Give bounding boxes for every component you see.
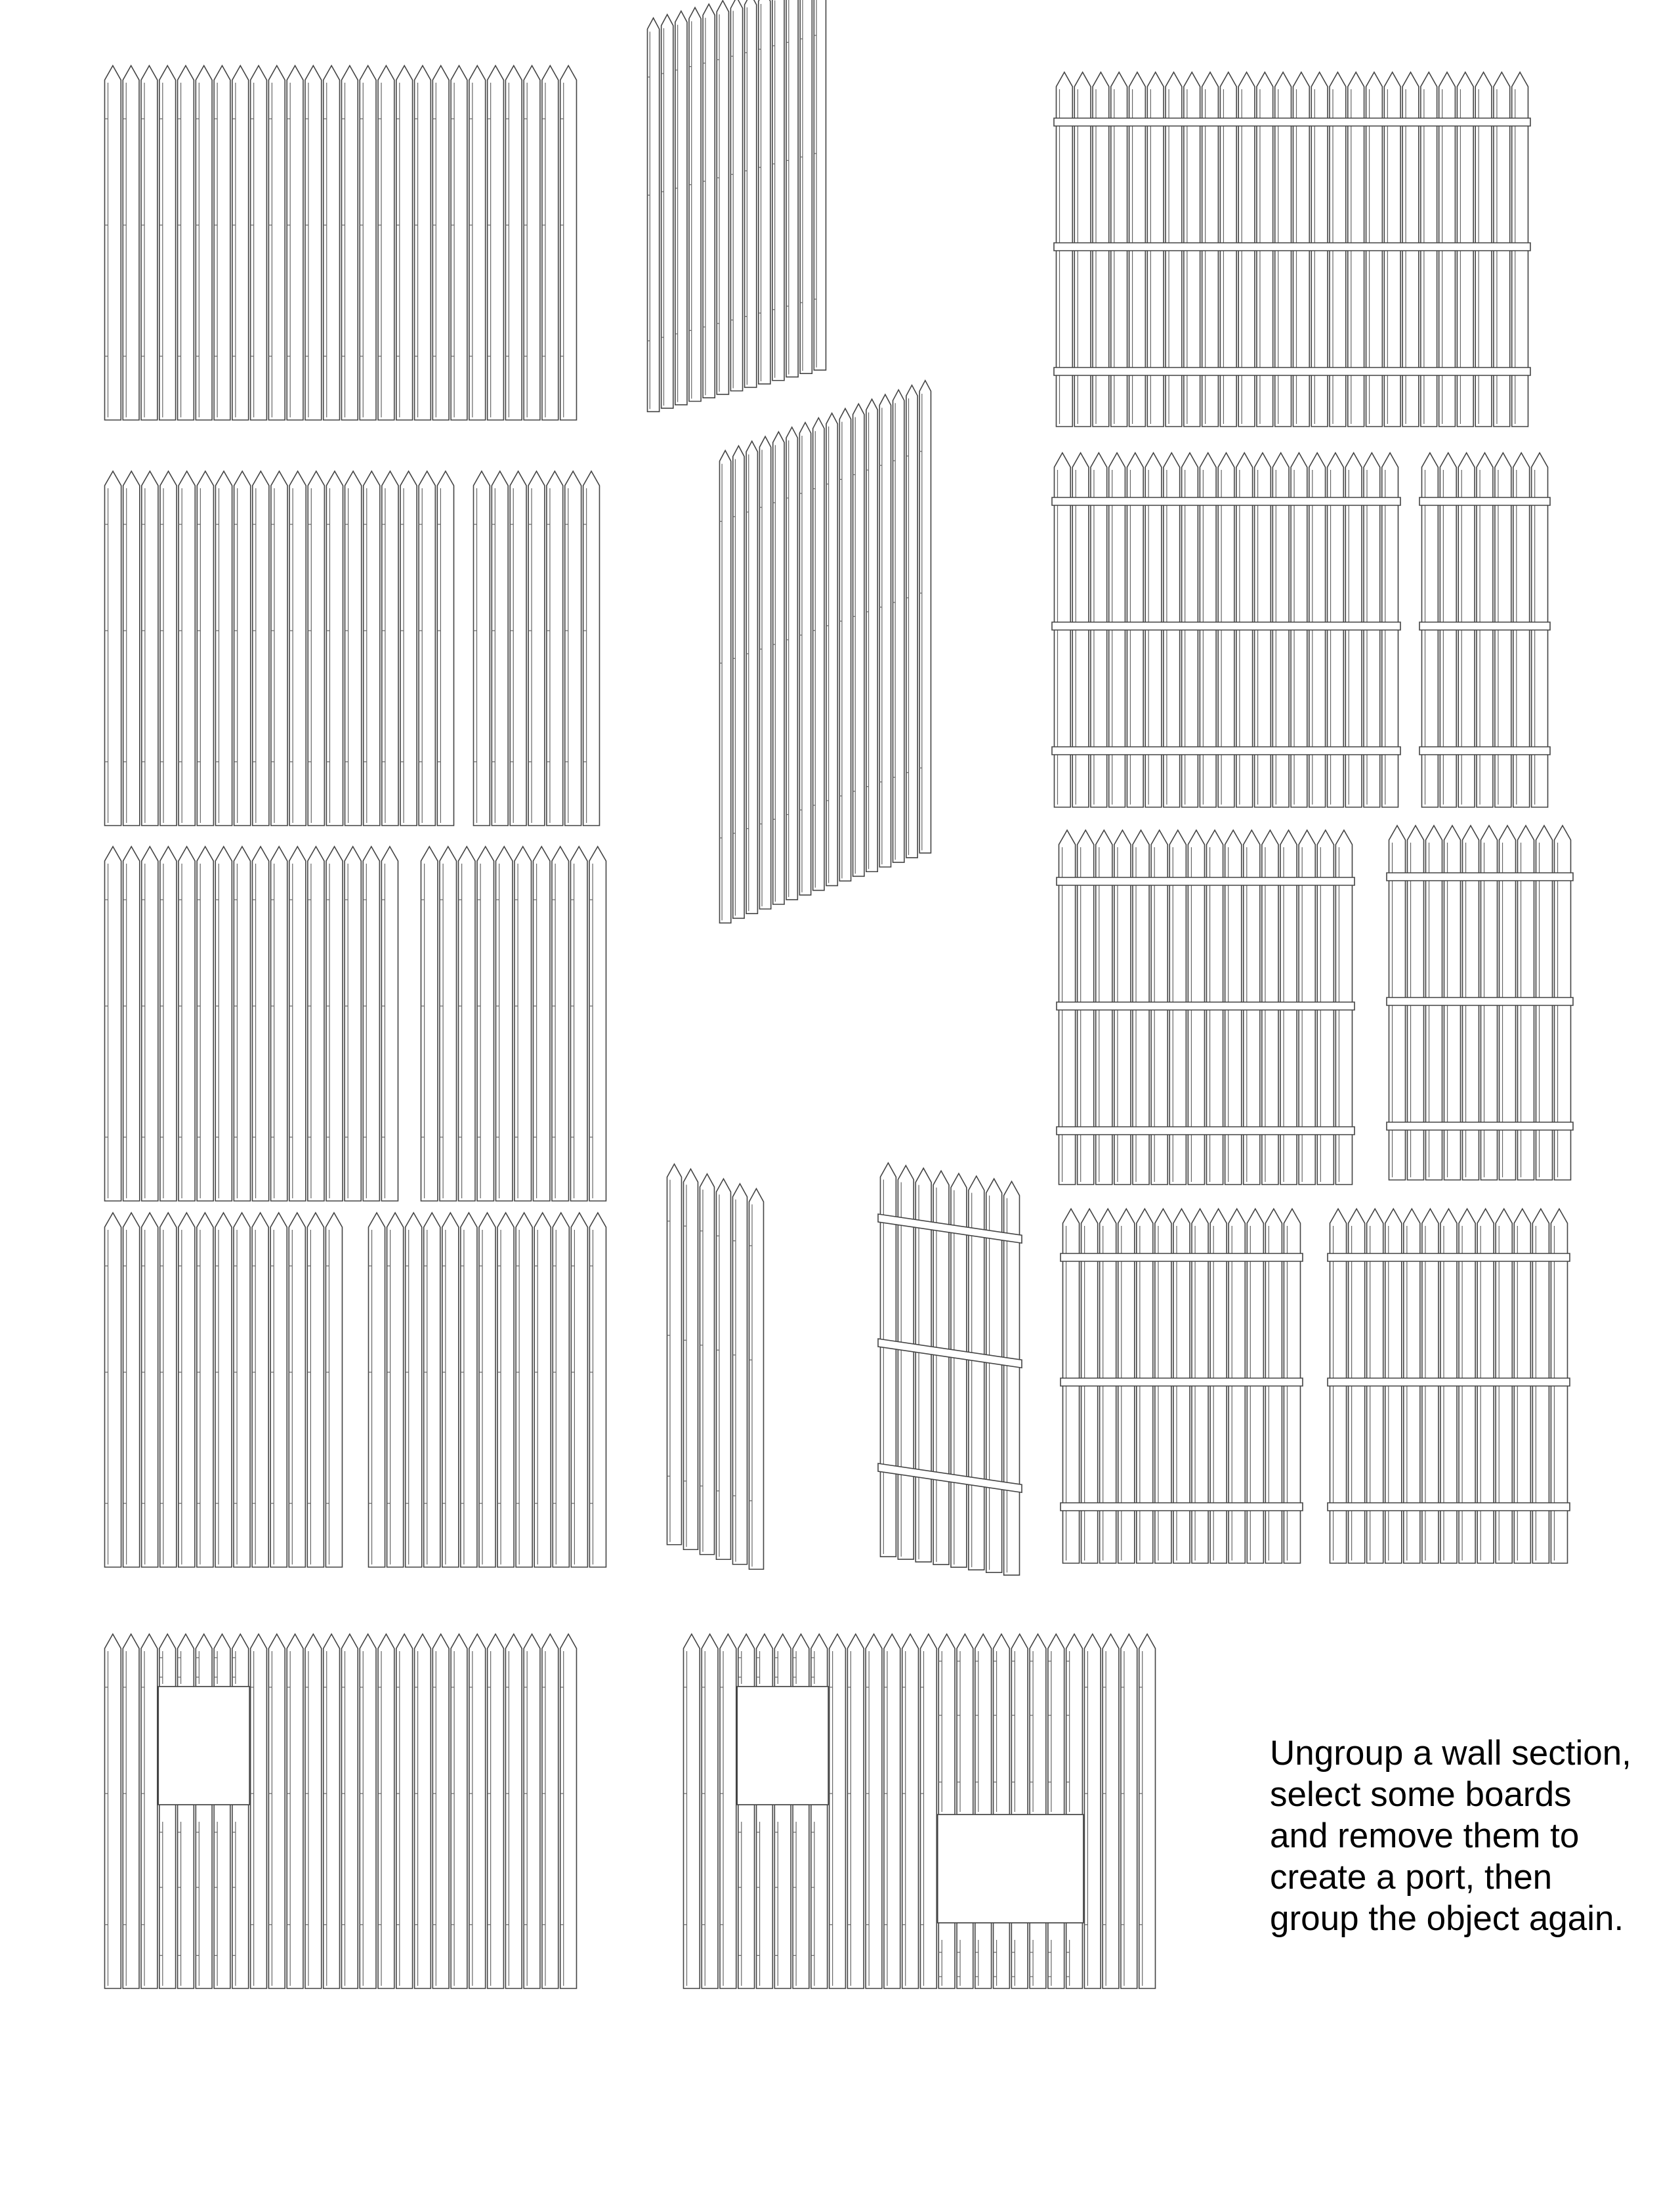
wall-section-angled-railed <box>878 1163 1022 1575</box>
board <box>786 0 798 377</box>
wall-section-railed-c <box>1057 830 1354 1185</box>
cross-rail <box>1052 747 1400 755</box>
board <box>975 1923 992 1988</box>
board <box>938 1923 955 1988</box>
board <box>738 1634 755 1687</box>
wall-section-plain-f <box>369 1213 606 1567</box>
board <box>196 1634 212 1687</box>
board <box>1066 1923 1083 1988</box>
wall-section-angled-2 <box>720 381 931 923</box>
wall-section-railed-e <box>1060 1209 1303 1563</box>
cross-rail <box>1328 1253 1570 1261</box>
cross-rail <box>1419 497 1550 505</box>
cross-rail <box>1419 622 1550 630</box>
wall-section-angled-1 <box>648 0 826 411</box>
cross-rail <box>1387 873 1573 881</box>
cross-rail <box>1060 1503 1303 1511</box>
cross-rail <box>1060 1253 1303 1261</box>
wall-section-plain-e <box>105 1213 343 1567</box>
instruction-text: Ungroup a wall section, select some boards and remove them to create a port, then group the object again. <box>1270 1734 1631 1938</box>
board <box>178 1634 194 1687</box>
cross-rail <box>1052 622 1400 630</box>
wall-section-railed-d <box>1387 826 1573 1180</box>
wall-section-plain-a <box>105 471 454 826</box>
port-opening <box>737 1687 828 1805</box>
board <box>757 1634 773 1687</box>
cross-rail <box>1054 368 1530 375</box>
board <box>159 1634 176 1687</box>
cross-rail <box>1328 1503 1570 1511</box>
board <box>1030 1923 1046 1988</box>
port-opening <box>158 1687 249 1805</box>
board <box>1011 1923 1028 1988</box>
board <box>800 0 812 373</box>
cross-rail <box>1057 1127 1354 1135</box>
cross-rail <box>1052 497 1400 505</box>
wall-section-railed-wide <box>1054 72 1530 427</box>
board <box>745 0 757 387</box>
port-opening <box>938 1815 1083 1923</box>
cross-rail <box>1057 877 1354 885</box>
board <box>793 1634 809 1687</box>
cross-rail <box>1328 1378 1570 1386</box>
cross-rail <box>1419 747 1550 755</box>
wall-section-two-ports <box>684 1634 1156 1988</box>
wall-section-plain-wide <box>105 66 577 420</box>
wall-section-plain-d <box>421 847 606 1201</box>
cross-rail <box>1057 1002 1354 1010</box>
wall-section-railed-b <box>1419 453 1550 807</box>
wall-section-plain-b <box>474 471 600 826</box>
board <box>232 1634 249 1687</box>
wall-section-railed-a <box>1052 453 1400 807</box>
board <box>759 0 770 384</box>
board <box>214 1634 230 1687</box>
board <box>814 0 826 370</box>
board <box>774 1634 791 1687</box>
cross-rail <box>1060 1378 1303 1386</box>
cross-rail <box>1387 1122 1573 1130</box>
board <box>1048 1923 1064 1988</box>
cross-rail <box>1054 243 1530 251</box>
board <box>772 0 784 381</box>
wall-section-angled-3 <box>667 1164 764 1570</box>
cross-rail <box>1054 118 1530 126</box>
cross-rail <box>1387 998 1573 1005</box>
wall-section-railed-f <box>1328 1209 1570 1563</box>
board <box>994 1923 1010 1988</box>
wall-section-one-port <box>105 1634 577 1988</box>
wall-section-plain-c <box>105 847 398 1201</box>
board <box>957 1923 973 1988</box>
board <box>730 0 742 391</box>
board <box>811 1634 828 1687</box>
